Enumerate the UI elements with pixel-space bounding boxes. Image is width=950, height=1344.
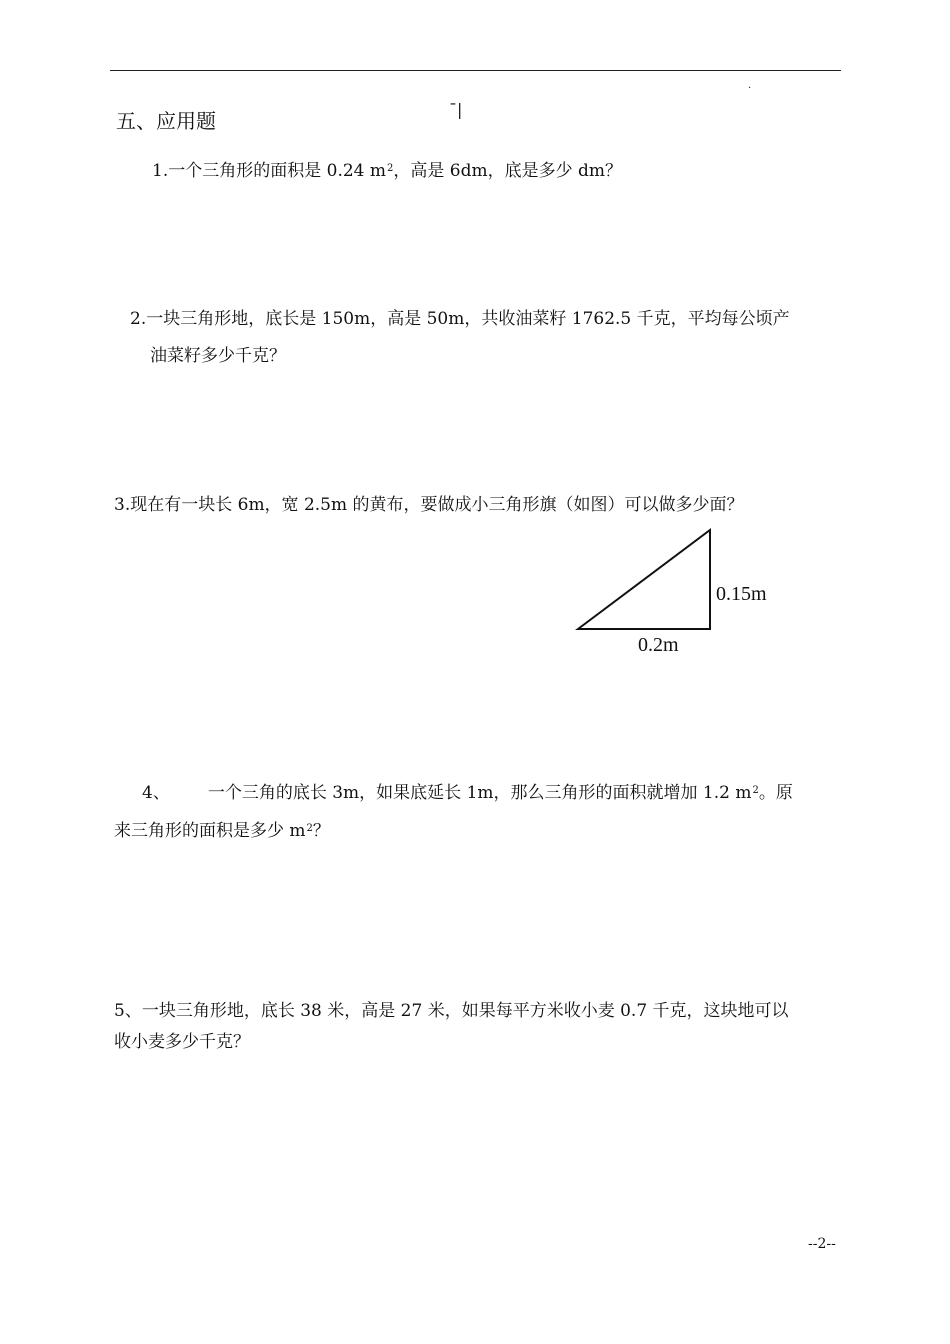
q4-text-b: 。原 bbox=[758, 783, 793, 803]
q4-text-d: ？ bbox=[312, 821, 330, 841]
question-2-line-1: 2.一块三角形地，底长是 150m，高是 50m，共收油菜籽 1762.5 千克，平均每公顷产 bbox=[130, 309, 790, 329]
q4-superscript-2: 2 bbox=[306, 823, 313, 834]
question-4-line-2 bbox=[114, 818, 330, 842]
question-5-line-2: 收小麦多少千克？ bbox=[114, 1032, 250, 1052]
q4-number: 4、 bbox=[142, 783, 170, 803]
question-2-line-2: 油菜籽多少千克？ bbox=[150, 346, 286, 366]
corner-mark: ¯| bbox=[449, 100, 463, 119]
triangle-flag-figure bbox=[560, 520, 800, 664]
page-number: --2-- bbox=[808, 1236, 836, 1252]
q1-text-b: ，高是 6dm，底是多少 dm？ bbox=[393, 161, 623, 181]
q4-superscript-1: 2 bbox=[752, 785, 759, 796]
header-rule bbox=[110, 70, 841, 71]
base-label: 0.2m bbox=[638, 634, 679, 656]
q4-text-c: 来三角形的面积是多少 m bbox=[114, 821, 306, 841]
height-label: 0.15m bbox=[716, 583, 767, 605]
question-1 bbox=[152, 158, 622, 182]
corner-dot: . bbox=[748, 80, 752, 91]
question-4-line-1 bbox=[142, 780, 793, 804]
q4-text-a: 一个三角的底长 3m，如果底延长 1m，那么三角形的面积就增加 1.2 m bbox=[207, 783, 752, 803]
question-3: 3.现在有一块长 6m，宽 2.5m 的黄布，要做成小三角形旗（如图）可以做多少面？ bbox=[114, 495, 744, 515]
section-title: 五、应用题 bbox=[116, 109, 216, 133]
q1-superscript: 2 bbox=[387, 163, 394, 174]
q1-text-a: 1.一个三角形的面积是 0.24 m bbox=[152, 161, 386, 181]
triangle-shape bbox=[578, 530, 710, 629]
question-5-line-1: 5、一块三角形地，底长 38 米，高是 27 米，如果每平方米收小麦 0.7 千克，这块地可以 bbox=[114, 1001, 789, 1021]
